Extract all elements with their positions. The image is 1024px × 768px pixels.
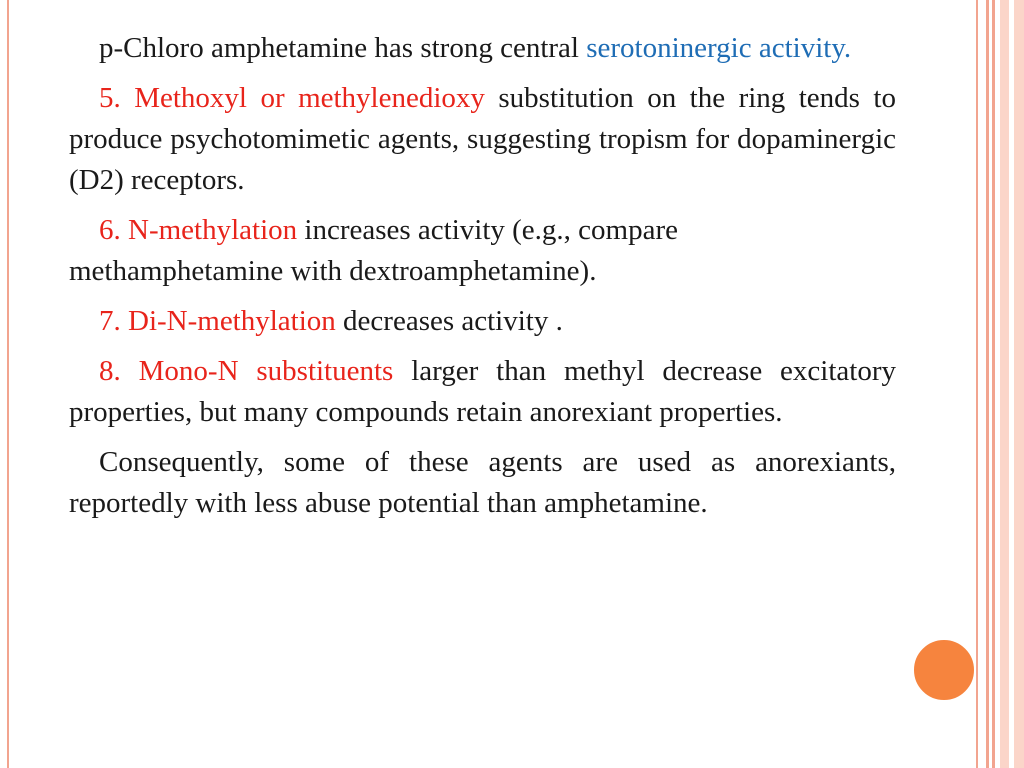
para-2-text: substitution on the ring tends to produce psychotomimetic agents, suggesting tropism for dopaminergic (D2) receptors. (69, 82, 896, 196)
paragraph-2 (69, 78, 896, 201)
right-decorative-stripes (976, 0, 1024, 768)
para-4-highlight: 7. Di-N-methylation (99, 305, 336, 337)
stripe-5 (1014, 0, 1024, 768)
stripe-4 (1000, 0, 1009, 768)
paragraph-4 (69, 301, 896, 342)
para-5-highlight: 8. Mono-N substituents (99, 355, 394, 387)
para-1-text: p-Chloro amphetamine has strong central (99, 32, 587, 64)
paragraph-5 (69, 351, 896, 433)
para-4-text: decreases activity . (335, 305, 563, 337)
left-border-line (7, 0, 9, 768)
para-6-text: Consequently, some of these agents are used as anorexiants, reportedly with less abuse potential than amphetamine. (69, 446, 896, 519)
paragraph-6 (69, 442, 896, 524)
paragraph-1 (69, 28, 896, 69)
stripe-1 (976, 0, 978, 768)
para-3-text: increases activity (e.g., compare methamphetamine with dextroamphetamine). (69, 214, 678, 287)
paragraph-3 (69, 210, 896, 292)
para-2-highlight: 5. Methoxyl or methylenedioxy (99, 82, 485, 114)
stripe-3 (992, 0, 995, 768)
para-1-highlight: serotoninergic activity. (586, 32, 852, 64)
stripe-2 (986, 0, 989, 768)
decorative-circle (912, 638, 976, 702)
para-5-text: larger than methyl decrease excitatory properties, but many compounds retain anorexiant properties. (69, 355, 897, 428)
para-3-highlight: 6. N-methylation (99, 214, 298, 246)
slide-body (69, 28, 896, 533)
